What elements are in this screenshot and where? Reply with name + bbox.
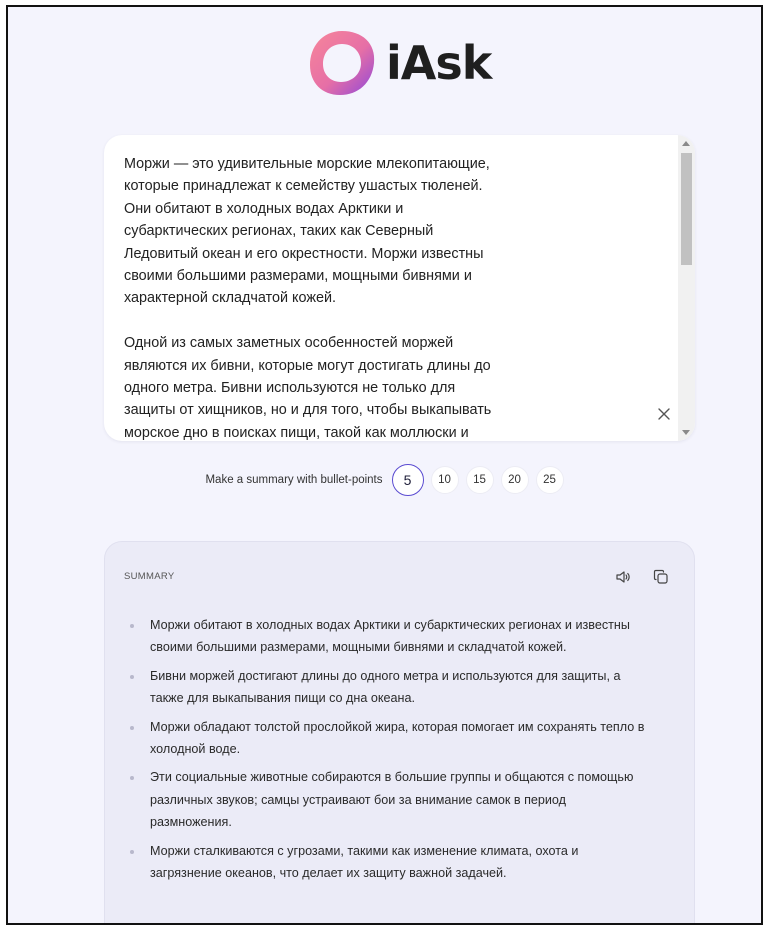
logo-ring-icon [306, 27, 378, 99]
clear-text-button[interactable] [650, 400, 678, 428]
length-option-25[interactable]: 25 [536, 466, 564, 494]
length-option-5[interactable]: 5 [392, 464, 424, 496]
summary-title: SUMMARY [124, 571, 175, 582]
speaker-icon [615, 569, 631, 585]
input-text-area[interactable] [104, 135, 695, 441]
summary-bullet-list [129, 614, 649, 890]
summary-bullet: Моржи сталкиваются с угрозами, такими как изменение климата, охота и загрязнение океанов, что делает их защиту важной задачей. [129, 840, 649, 885]
input-text[interactable]: Моржи — это удивительные морские млекопитающие, которые принадлежат к семейству ушастых тюленей. Они обитают в холодных водах Арктики и субарктических регионах, таких как Северный Ледовитый океан и его окрестности. Моржи известны своими большими размерами, мощными бивнями и характерной складчатой кожей. Одной из самых заметных особенностей моржей являются их бивни, которые могут достигать длины до одного метра. Бивни используются не только для защиты от хищников, но и для того, чтобы выкапывать морское дно в поисках пищи, такой как моллюски и [124, 156, 492, 441]
summary-actions [614, 568, 670, 586]
length-option-15[interactable]: 15 [466, 466, 494, 494]
summary-panel [104, 541, 695, 925]
length-option-20[interactable]: 20 [501, 466, 529, 494]
close-icon [658, 408, 670, 420]
page-frame [6, 5, 763, 925]
copy-icon [653, 569, 669, 585]
scroll-up-arrow-icon[interactable] [682, 141, 690, 146]
summary-length-label: Make a summary with bullet-points [205, 474, 383, 486]
summary-bullet: Бивни моржей достигают длины до одного метра и используются для защиты, а также для выкапывания пищи со дна океана. [129, 665, 649, 710]
brand-name: iAsk [386, 36, 492, 90]
length-option-10[interactable]: 10 [431, 466, 459, 494]
scroll-down-arrow-icon[interactable] [682, 430, 690, 435]
summary-length-selector [8, 464, 761, 496]
summary-bullet: Эти социальные животные собираются в большие группы и общаются с помощью различных звуков; самцы устраивают бои за внимание самок в период размножения. [129, 766, 649, 833]
read-aloud-button[interactable] [614, 568, 632, 586]
scroll-thumb[interactable] [681, 153, 692, 265]
logo[interactable] [306, 25, 491, 101]
copy-button[interactable] [652, 568, 670, 586]
summary-bullet: Моржи обитают в холодных водах Арктики и субарктических регионах и известны своими большими размерами, мощными бивнями и складчатой кожей. [129, 614, 649, 659]
summary-bullet: Моржи обладают толстой прослойкой жира, которая помогает им сохранять тепло в холодной воде. [129, 716, 649, 761]
editor-scrollbar[interactable] [678, 135, 695, 441]
